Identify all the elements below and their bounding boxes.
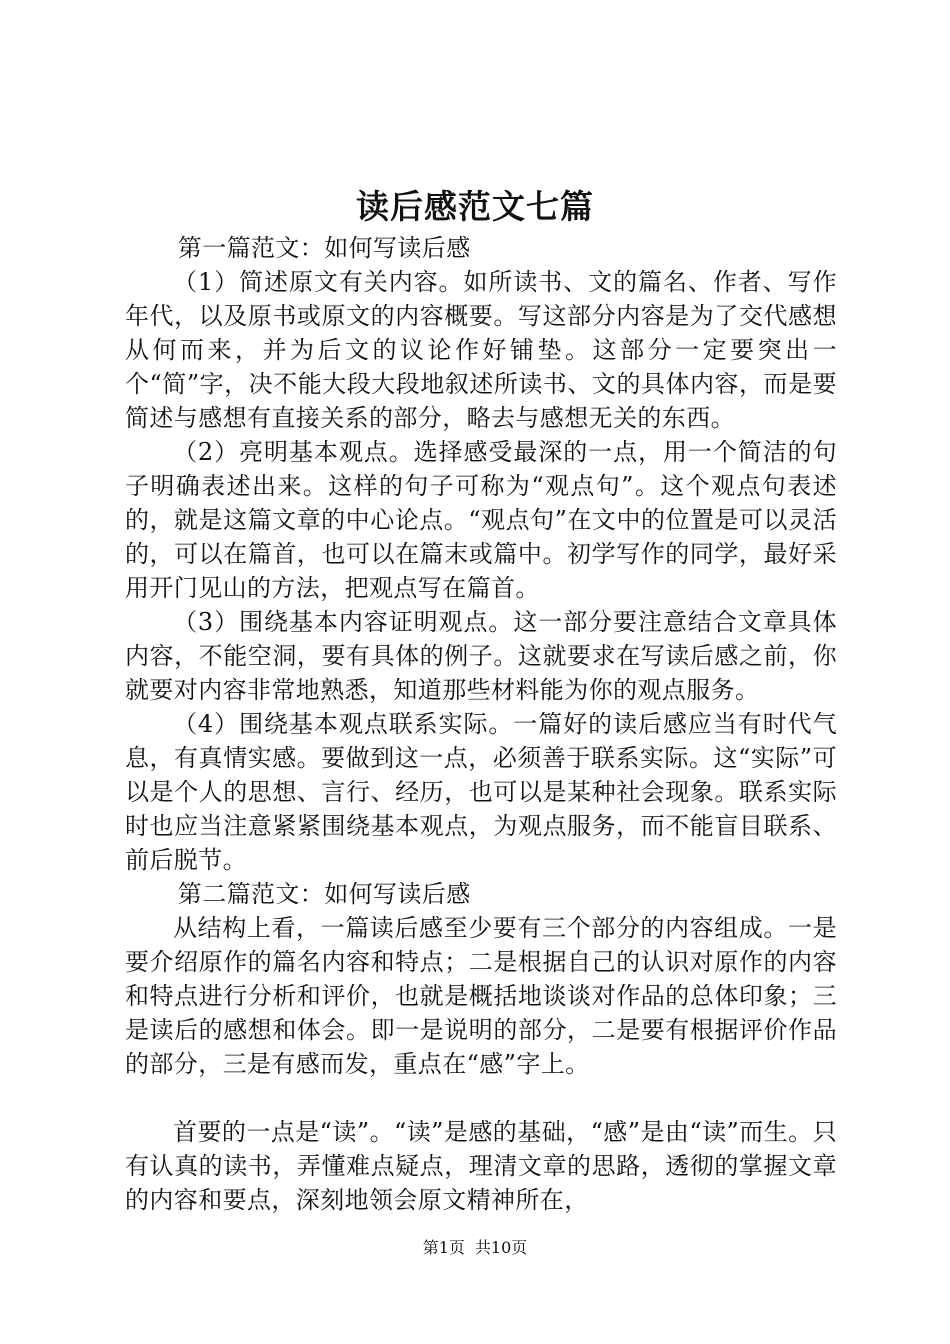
paragraph: （2）亮明基本观点。选择感受最深的一点，用一个简洁的句子明确表述出来。这样的句子可称为“观点句”。这个观点句表述的，就是这篇文章的中心论点。“观点句”在文中的位置是可以灵活的，可以在篇首，也可以在篇末或篇中。初学写作的同学，最好采用开门见山的方法，把观点写在篇首。 (125, 438, 837, 602)
page-footer (0, 1236, 950, 1260)
paragraph: （3）围绕基本内容证明观点。这一部分要注意结合文章具体内容，不能空洞，要有具体的例子。这就要求在写读后感之前，你就要对内容非常地熟悉，知道那些材料能为你的观点服务。 (125, 608, 837, 704)
paragraph: （1）简述原文有关内容。如所读书、文的篇名、作者、写作年代，以及原书或原文的内容概要。写这部分内容是为了交代感想从何而来，并为后文的议论作好铺垫。这部分一定要突出一个“简”字，决不能大段大段地叙述所读书、文的具体内容，而是要简述与感想有直接关系的部分，略去与感想无关的东西。 (125, 268, 837, 432)
document-body (125, 231, 837, 1217)
paragraph: （4）围绕基本观点联系实际。一篇好的读后感应当有时代气息，有真情实感。要做到这一点，必须善于联系实际。这“实际”可以是个人的思想、言行、经历，也可以是某种社会现象。联系实际时也应当注意紧紧围绕基本观点，为观点服务，而不能盲目联系、前后脱节。 (125, 710, 837, 874)
section-heading-1: 第一篇范文：如何写读后感 (177, 234, 471, 262)
paragraph: 从结构上看，一篇读后感至少要有三个部分的内容组成。一是要介绍原作的篇名内容和特点；二是根据自己的认识对原作的内容和特点进行分析和评价，也就是概括地谈谈对作品的总体印象；三是读后的感想和体会。即一是说明的部分，二是要有根据评价作品的部分，三是有感而发，重点在“感”字上。 (125, 914, 837, 1078)
page-total: 共10页 (474, 1238, 528, 1257)
document-title: 读后感范文七篇 (356, 187, 594, 226)
paragraph: 首要的一点是“读”。“读”是感的基础，“感”是由“读”而生。只有认真的读书，弄懂难点疑点，理清文章的思路，透彻的掌握文章的内容和要点，深刻地领会原文精神所在， (125, 1118, 837, 1214)
section-heading-2: 第二篇范文：如何写读后感 (177, 880, 471, 908)
page-number: 第1页 (422, 1238, 465, 1257)
